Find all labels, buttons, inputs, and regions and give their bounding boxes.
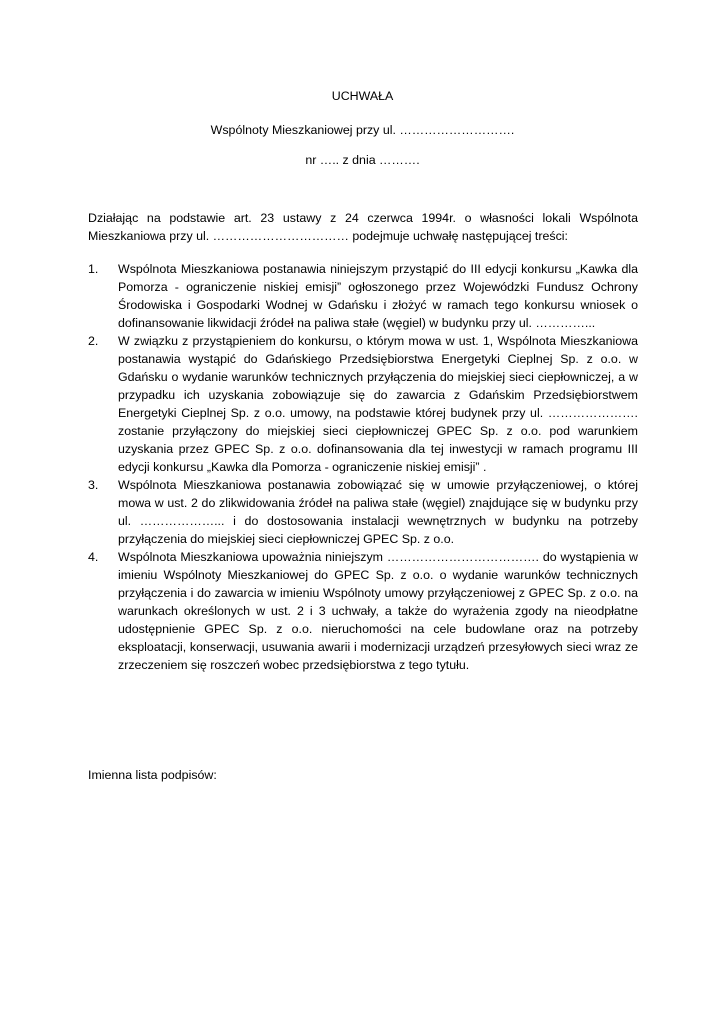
list-item (88, 260, 638, 332)
document-number-date: nr ….. z dnia ………. (305, 153, 420, 167)
document-title: UCHWAŁA (331, 89, 394, 103)
list-item-text: Wspólnota Mieszkaniowa postanawia niniejszym przystąpić do III edycji konkursu „Kawka dla Pomorza - ograniczenie niskiej emisji” ogłoszonego przez Wojewódzki Fundusz Ochrony Środowiska i Gospodarki Wodnej w Gdańsku i złożyć w ramach tego konkursu wniosek o dofinansowanie likwidacji źródeł na paliwa stałe (węgiel) w budynku przy ul. …………... (118, 262, 638, 330)
list-item-number: 1. (88, 262, 99, 276)
signatures-label: Imienna lista podpisów: (88, 768, 217, 782)
list-item-text: Wspólnota Mieszkaniowa postanawia zobowiązać się w umowie przyłączeniowej, o której mowa w ust. 2 do zlikwidowania źródeł na paliwa stałe (węgiel) znajdujące się w budynku przy ul. ………………... i do dostosowania instalacji wewnętrznych w budynku na potrzeby przyłączenia do miejskiej sieci ciepłowniczej GPEC Sp. z o.o. (118, 478, 638, 546)
list-item (88, 476, 638, 548)
list-item-number: 3. (88, 478, 99, 492)
list-item-number: 2. (88, 334, 99, 348)
list-item-text: Wspólnota Mieszkaniowa upoważnia niniejszym ………………………………. do wystąpienia w imieniu Wspólnoty Mieszkaniowej do GPEC Sp. z o.o. o wydanie warunków technicznych przyłączenia i do zawarcia w imieniu Wspólnoty umowy przyłączeniowej z GPEC Sp. z o.o. na warunkach określonych w ust. 2 i 3 uchwały, a także do wyrażenia zgody na nieodpłatne udostępnienie GPEC Sp. z o.o. nieruchomości na cele budowlane oraz na potrzeby eksploatacji, konserwacji, usuwania awarii i modernizacji urządzeń przesyłowych sieci wraz ze zrzeczeniem się roszczeń wobec przedsiębiorstwa z tego tytułu. (118, 550, 638, 672)
document-subtitle: Wspólnoty Mieszkaniowej przy ul. ………………………. (210, 123, 515, 137)
list-item-text: W związku z przystąpieniem do konkursu, o którym mowa w ust. 1, Wspólnota Mieszkaniowa postanawia wystąpić do Gdańskiego Przedsiębiorstwa Energetyki Cieplnej Sp. z o.o. w Gdańsku o wydanie warunków technicznych przyłączenia do miejskiej sieci ciepłowniczej, a w przypadku ich uzyskania zobowiązuje się do zawarcia z Gdańskim Przedsiębiorstwem Energetyki Cieplnej Sp. z o.o. umowy, na podstawie której budynek przy ul. …………………. zostanie przyłączony do miejskiej sieci ciepłowniczej GPEC Sp. z o.o. pod warunkiem uzyskania przez GPEC Sp. z o.o. dofinansowania dla tej inwestycji w ramach programu III edycji konkursu „Kawka dla Pomorza - ograniczenie niskiej emisji” . (118, 334, 638, 474)
resolution-items-list (88, 260, 638, 674)
list-item-number: 4. (88, 550, 99, 564)
intro-paragraph: Działając na podstawie art. 23 ustawy z 24 czerwca 1994r. o własności lokali Wspólnota Mieszkaniowa przy ul. …………………………… podejmuje uchwałę następującej treści: (88, 211, 638, 243)
list-item (88, 548, 638, 674)
list-item (88, 332, 638, 476)
